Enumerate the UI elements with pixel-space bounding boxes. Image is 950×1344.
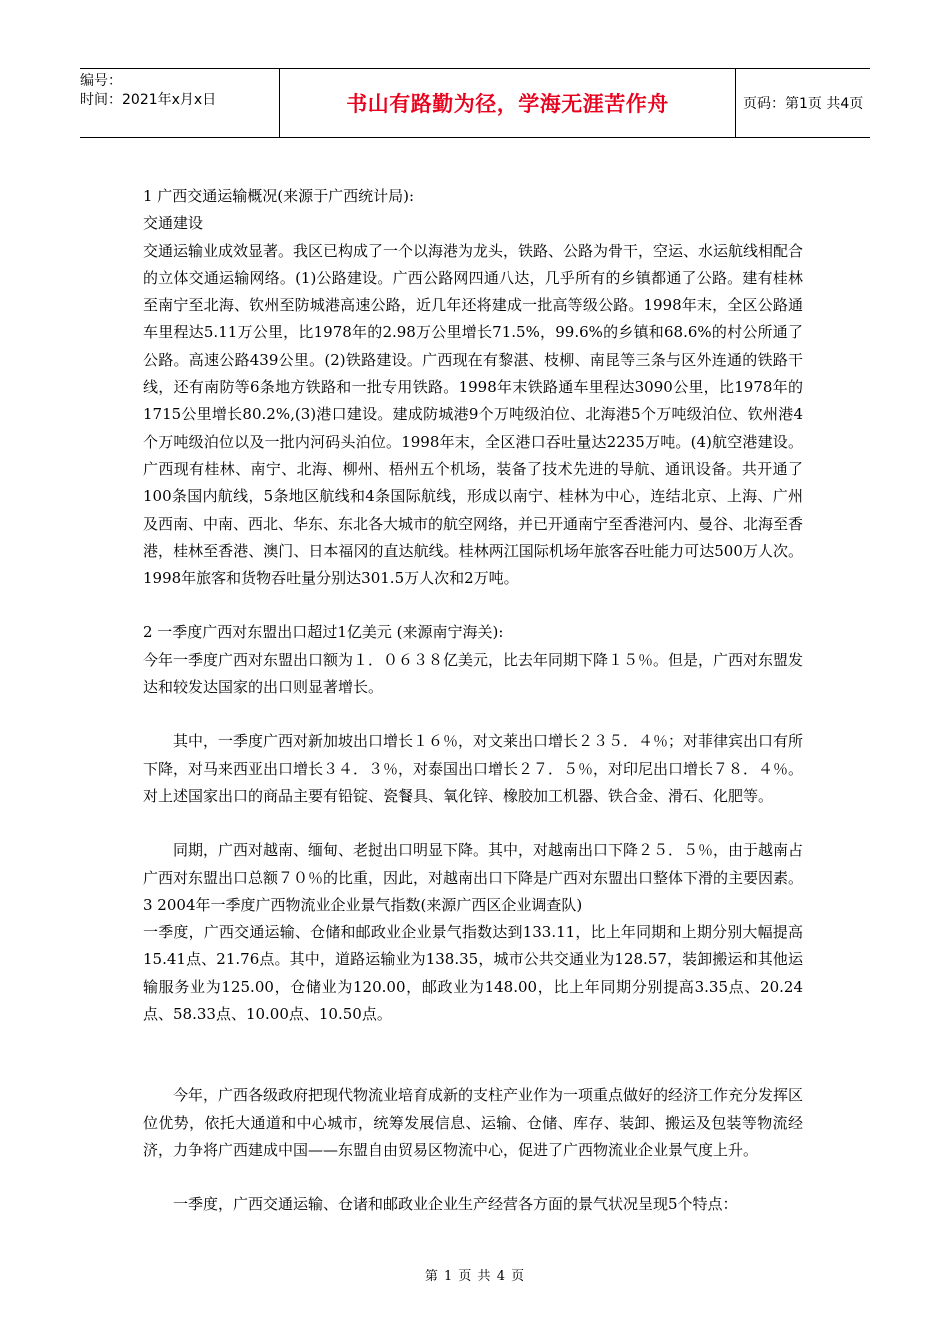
page-header	[80, 68, 870, 138]
header-motto: 书山有路勤为径，学海无涯苦作舟	[280, 69, 736, 137]
date-label: 时间：2021年x月x日	[80, 92, 217, 108]
serial-label: 编号：	[80, 73, 122, 89]
section-1-title: 1 广西交通运输概况(来源于广西统计局):	[143, 187, 415, 205]
section-1-body: 交通运输业成效显著。我区已构成了一个以海港为龙头，铁路、公路为骨干，空运、水运航线相配合的立体交通运输网络。(1)公路建设。广西公路网四通八达，几乎所有的乡镇都通了公路。建有桂林至南宁至北海、钦州至防城港高速公路，近几年还将建成一批高等级公路。1998年末，全区公路通车里程达5.11万公里，比1978年的2.98万公里增长71.5%，99.6%的乡镇和68.6%的村公所通了公路。高速公路439公里。(2)铁路建设。广西现在有黎湛、枝柳、南昆等三条与区外连通的铁路干线，还有南防等6条地方铁路和一批专用铁路。1998年末铁路通车里程达3090公里，比1978年的1715公里增长80.2%,(3)港口建设。建成防城港9个万吨级泊位、北海港5个万吨级泊位、钦州港4个万吨级泊位以及一批内河码头泊位。1998年末，全区港口吞吐量达2235万吨。(4)航空港建设。广西现有桂林、南宁、北海、柳州、梧州五个机场，装备了技术先进的导航、通讯设备。共开通了100条国内航线，5条地区航线和4条国际航线，形成以南宁、桂林为中心，连结北京、上海、广州及西南、中南、西北、华东、东北各大城市的航空网络，并已开通南宁至香港河内、曼谷、北海至香港，桂林至香港、澳门、日本福冈的直达航线。桂林两江国际机场年旅客吞吐能力可达500万人次。1998年旅客和货物吞吐量分别达301.5万人次和2万吨。	[143, 241, 804, 588]
section-2-paragraph-1: 今年一季度广西对东盟出口额为１．０６３８亿美元，比去年同期下降１５％。但是，广西对东盟发达和较发达国家的出口则显著增长。	[143, 650, 804, 697]
section-3-title: 3 2004年一季度广西物流业企业景气指数(来源广西区企业调查队)	[143, 895, 583, 914]
header-page-number: 页码：第1页 共4页	[743, 96, 864, 112]
header-meta	[80, 69, 280, 137]
section-2-paragraph-2: 其中，一季度广西对新加坡出口增长１６％，对文莱出口增长２３５．４％；对菲律宾出口有所下降，对马来西亚出口增长３４．３％，对泰国出口增长２７．５％，对印尼出口增长７８．４％。对上述国家出口的商品主要有铅锭、瓷餐具、氧化锌、橡胶加工机器、铁合金、滑石、化肥等。	[143, 732, 804, 805]
page-footer: 第 1 页 共 4 页	[424, 1269, 526, 1284]
section-3-paragraph-1: 一季度，广西交通运输、仓储和邮政业企业景气指数达到133.11，比上年同期和上期分别大幅提高15.41点、21.76点。其中，道路运输业为138.35，城市公共交通业为128.57，装卸搬运和其他运输服务业为125.00，仓储业为120.00，邮政业为148.00，比上年同期分别提高3.35点、20.24点、58.33点、10.00点、10.50点。	[143, 923, 803, 1024]
section-3-paragraph-2: 今年，广西各级政府把现代物流业培育成新的支柱产业作为一项重点做好的经济工作充分发挥区位优势，依托大通道和中心城市，统筹发展信息、运输、仓储、库存、装卸、搬运及包装等物流经济，力争将广西建成中国——东盟自由贸易区物流中心，促进了广西物流业企业景气度上升。	[143, 1086, 804, 1159]
section-1-subtitle: 交通建设	[143, 214, 204, 233]
section-3-paragraph-3: 一季度，广西交通运输、仓诸和邮政业企业生产经营各方面的景气状况呈现5个特点：	[173, 1195, 738, 1214]
document-body	[143, 183, 803, 1219]
section-2-title: 2 一季度广西对东盟出口超过1亿美元 (来源南宁海关):	[143, 623, 504, 642]
section-2-paragraph-3: 同期，广西对越南、缅甸、老挝出口明显下降。其中，对越南出口下降２５．５％，由于越南占广西对东盟出口总额７０％的比重，因此，对越南出口下降是广西对东盟出口整体下滑的主要因素。	[143, 841, 804, 887]
